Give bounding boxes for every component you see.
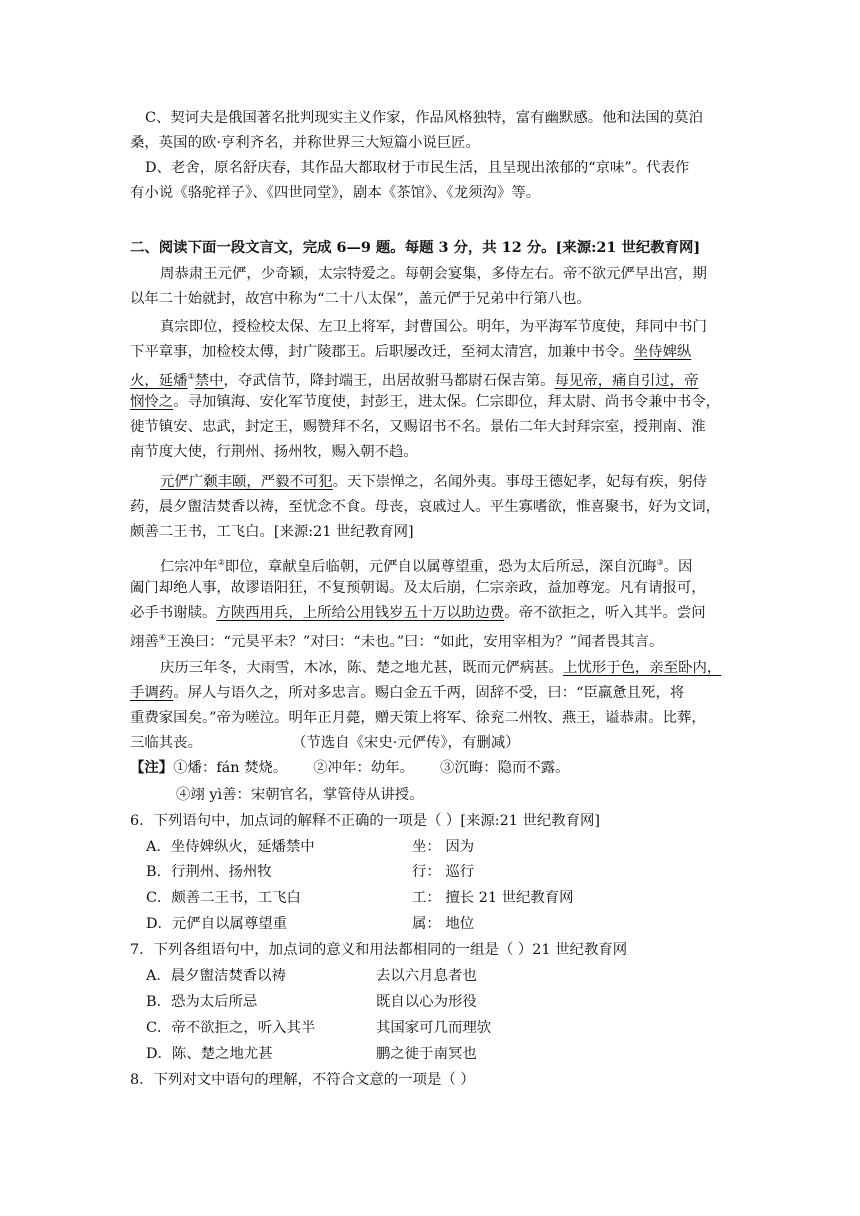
question-7-stem: 7．下列各组语句中，加点词的意义和用法都相同的一组是（ ）21 世纪教育网 [130, 942, 628, 958]
passage-text: 翊善 [130, 633, 159, 650]
passage-line [130, 681, 684, 705]
notes-label: 【注】 [130, 759, 174, 776]
underlined-sentence: 火，延燔 [130, 372, 188, 389]
passage-line: 药，晨夕盥洁焚香以祷，至忧念不食。母丧，哀戚过人。平生寡嗜欲，惟喜聚书，好为文词， [130, 499, 721, 515]
passage-line: 周恭肃王元俨，少奇颖，太宗特爱之。每朝会宴集，多侍左右。帝不欲元俨早出宫，期 [160, 266, 707, 282]
q6-option-d-explanation: 属： 地位 [412, 916, 475, 932]
footnote-marker: ③ [656, 558, 664, 567]
q6-option-a-explanation: 坐： 因为 [412, 839, 475, 855]
q6-option-c: C．颇善二王书，工飞白 [146, 890, 301, 906]
passage-text: 三临其丧。 [130, 735, 202, 751]
passage-line: 颇善二王书，工飞白。[来源:21 世纪教育网] [130, 524, 414, 540]
option-d-line2: 有小说《骆驼祥子》、《四世同堂》，剧本《茶馆》、《龙须沟》等。 [130, 185, 541, 201]
q7-option-a-compare: 去以六月息者也 [376, 968, 477, 984]
footnote-marker: ④ [158, 633, 166, 642]
underlined-sentence: 禁中 [194, 372, 224, 389]
passage-source: （节选自《宋史·元俨传》，有删减） [291, 735, 520, 751]
underlined-sentence: 悯怜之 [130, 394, 174, 410]
passage-text: 仁宗冲年 [160, 558, 218, 575]
passage-line: 徙节镇安、忠武，封定王，赐赞拜不名，又赐诏书不名。景佑二年大封拜宗室，授荆南、淮 [130, 419, 706, 435]
passage-line [130, 390, 720, 414]
passage-line [130, 601, 706, 625]
passage-line [130, 340, 691, 364]
q6-option-c-explanation: 工： 擅长 21 世纪教育网 [412, 890, 574, 906]
passage-text: 必手书谢牍。 [130, 605, 217, 621]
passage-text: 。因 [663, 558, 693, 575]
underlined-sentence: 上忧形于色，亲至卧内， [562, 660, 722, 676]
passage-text: 。寻加镇海、安化军节度使，封彭王，进太保。仁宗即位，拜太尉、尚书令兼中书令， [173, 394, 721, 410]
passage-line: 真宗即位，授检校太保、左卫上将军，封曹国公。明年，为平海军节度使，拜同中书门 [160, 319, 707, 335]
passage-line: 重费家国矣。”帝为嗟泣。明年正月薨，赠天策上将军、徐兖二州牧、燕王，谥恭肃。比葬， [130, 710, 706, 726]
option-c-line2: 桑，英国的欧·亨利齐名，并称世界三大短篇小说巨匠。 [130, 135, 480, 151]
passage-line [130, 365, 698, 393]
q7-option-b: B．恐为太后所忌 [146, 994, 258, 1010]
q7-option-c: C．帝不欲拒之，听入其半 [146, 1020, 316, 1036]
passage-line [160, 470, 707, 494]
passage-line [160, 551, 692, 579]
q7-option-c-compare: 其国家可几而理欤 [376, 1020, 492, 1036]
note-1: ①燔：fán 焚烧。 [173, 760, 288, 776]
passage-line [130, 626, 663, 654]
q7-option-a: A．晨夕盥洁焚香以祷 [146, 968, 286, 984]
question-6-stem: 6．下列语句中，加点词的解释不正确的一项是（ ）[来源:21 世纪教育网] [130, 813, 601, 829]
q6-option-a: A．坐侍婢纵火，延燔禁中 [146, 839, 315, 855]
footnote-marker: ① [187, 372, 195, 381]
q6-option-b: B．行荆州、扬州牧 [146, 864, 272, 880]
passage-line: 南节度大使，行荆州、扬州牧，赐入朝不趋。 [130, 444, 418, 460]
passage-text: 王涣曰：“元昊平未？”对曰：“未也。”曰：“如此，安用宰相为？”闻者畏其言。 [165, 633, 664, 650]
q6-option-b-explanation: 行： 巡行 [412, 864, 475, 880]
underlined-sentence: 方陕西用兵，上所给公用钱岁五十万以助边费 [216, 605, 505, 621]
passage-text: 。天下崇惮之，名闻外夷。事母王德妃孝，妃每有疾，躬侍 [332, 474, 707, 490]
q6-option-d: D．元俨自以属尊望重 [146, 916, 288, 932]
underlined-sentence: 元俨广颡丰颐，严毅不可犯 [160, 474, 333, 490]
passage-line [130, 731, 520, 755]
underlined-sentence: 坐侍婢纵 [633, 344, 692, 360]
passage-text: 。帝不欲拒之，听入其半。尝问 [504, 605, 706, 621]
q7-option-d: D．陈、楚之地尤甚 [146, 1046, 273, 1062]
note-4: ④翊 yì善：宋朝官名，掌管侍从讲授。 [176, 787, 424, 803]
passage-text: 庆历三年冬，大雨雪，木冰，陈、楚之地尤甚，既而元俨病甚。 [160, 660, 563, 676]
option-d-line1: D、老舍，原名舒庆春，其作品大都取材于市民生活，且呈现出浓郁的“京味”。代表作 [145, 160, 690, 176]
passage-line: 阖门却绝人事，故谬语阳狂，不复预朝谒。及太后崩，仁宗亲政，益加尊宠。凡有请报可， [130, 580, 706, 596]
passage-line: 以年二十始就封，故宫中称为“二十八太保”，盖元俨于兄弟中行第八也。 [130, 291, 591, 307]
note-2: ②冲年：幼年。 [313, 760, 415, 776]
footnote-marker: ② [217, 558, 225, 567]
passage-line [160, 656, 721, 680]
passage-text: 即位，章献皇后临朝，元俨自以属尊望重，恐为太后所忌，深自沉晦 [224, 558, 657, 575]
question-8-stem: 8．下列对文中语句的理解，不符合文意的一项是（ ） [130, 1072, 475, 1088]
passage-text: 下平章事，加检校太傅，封广陵郡王。后职屡改迁，至祠太清宫，加兼中书令。 [130, 344, 634, 360]
notes-line [130, 756, 570, 780]
q7-option-d-compare: 鹏之徙于南冥也 [376, 1046, 477, 1062]
q7-option-b-compare: 既自以心为形役 [376, 994, 477, 1010]
note-3: ③沉晦：隐而不露。 [440, 760, 570, 776]
underlined-sentence: 每见帝，痛自引过，帝 [554, 372, 699, 389]
underlined-sentence: 手调药 [130, 685, 174, 701]
passage-text: 。屏人与语久之，所对多忠言。赐白金五千两，固辞不受，曰：“臣羸惫且死，将 [173, 685, 685, 701]
passage-text: ，夺武信节，降封端王，出居故驸马都尉石保吉第。 [223, 372, 555, 389]
section-heading: 二、阅读下面一段文言文，完成 6—9 题。每题 3 分，共 12 分。[来源:21 世纪教育网] [130, 239, 701, 256]
option-c-line1: C、契诃夫是俄国著名批判现实主义作家，作品风格独特，富有幽默感。他和法国的莫泊 [145, 110, 703, 126]
